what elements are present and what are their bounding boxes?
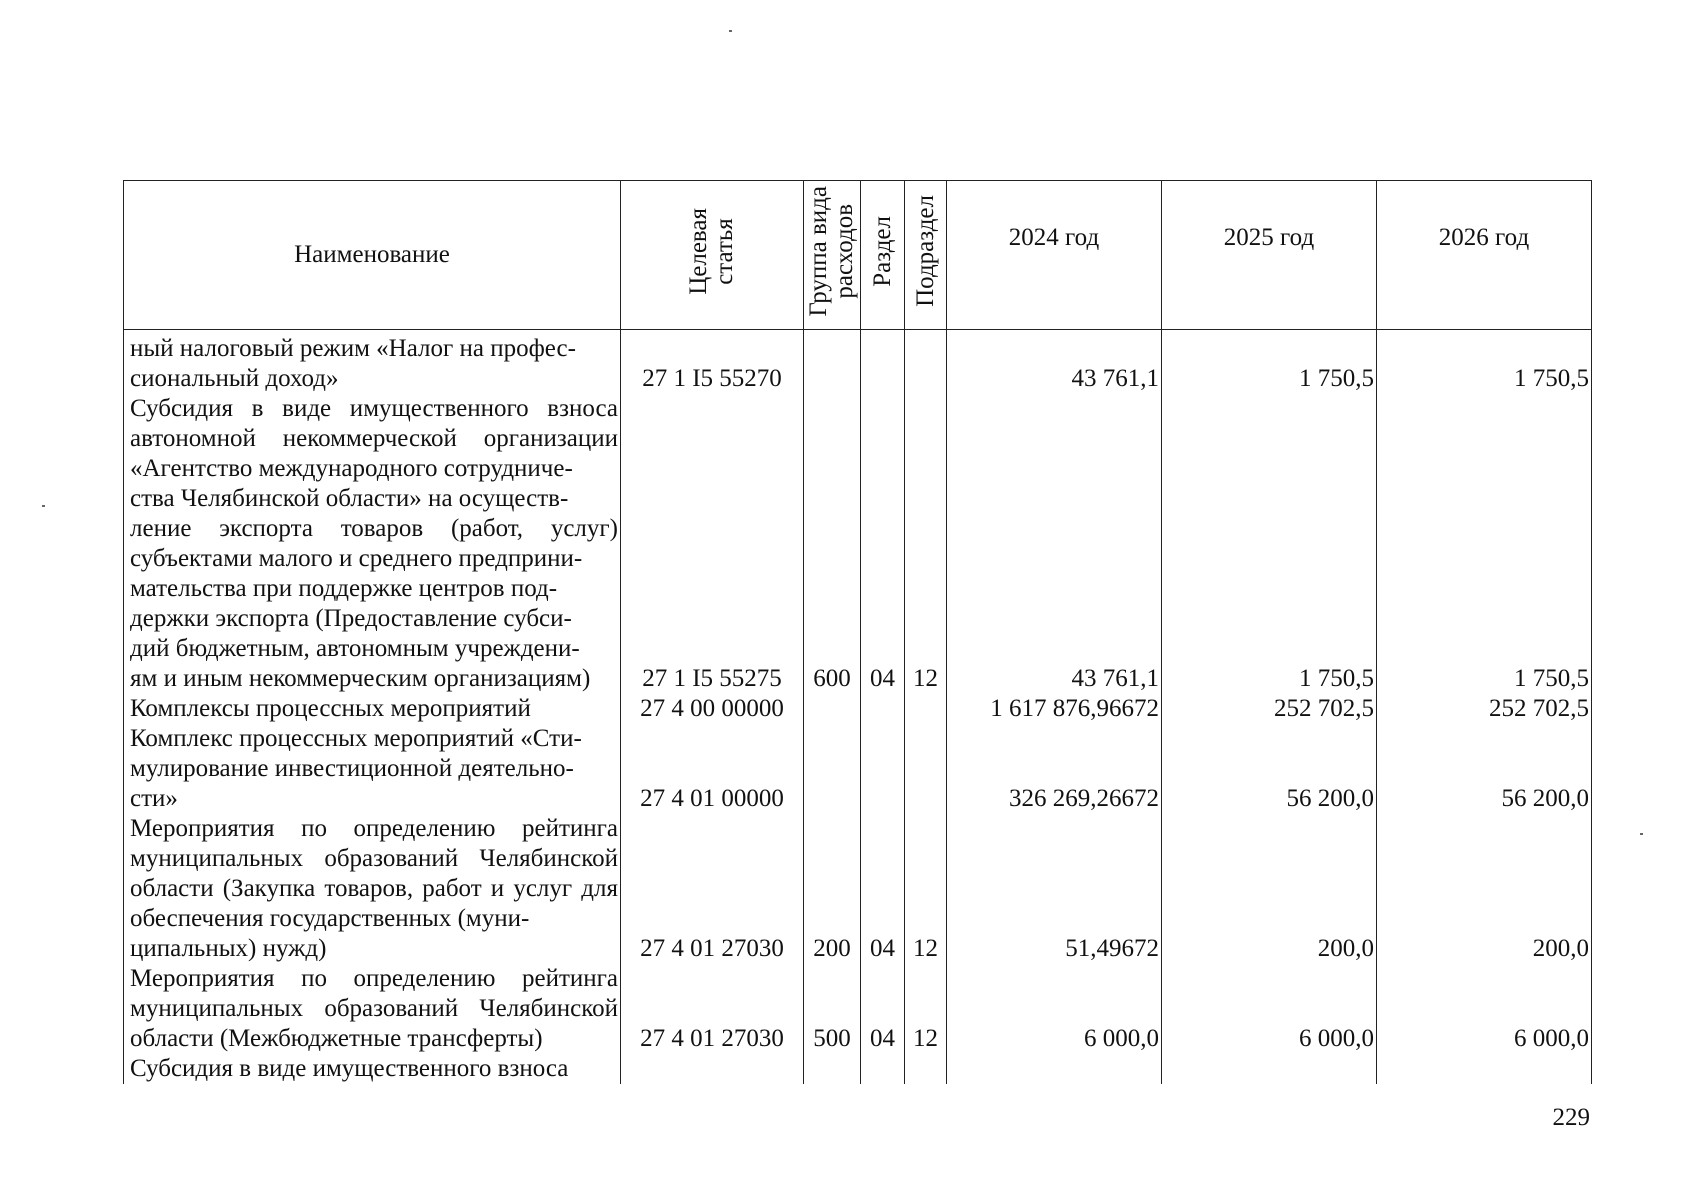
scan-speck	[1640, 833, 1643, 835]
row-section	[861, 1054, 905, 1084]
row-section	[861, 330, 905, 395]
row-value-2024	[947, 1054, 1162, 1084]
table-row	[124, 1054, 1592, 1084]
row-section: 04	[861, 814, 905, 964]
row-subsection	[905, 724, 947, 814]
budget-table	[123, 180, 1592, 1084]
scan-speck	[729, 30, 732, 32]
header-target-article: Целевая статья	[621, 181, 804, 330]
header-expense-group: Группа вида расходов	[804, 181, 861, 330]
table-row	[124, 724, 1592, 814]
row-name: Мероприятия по определению рейтинга муниципальных образований Челябинской области (Межбюджетные трансферты)	[124, 964, 621, 1054]
table-row	[124, 330, 1592, 395]
row-target-article	[621, 1054, 804, 1084]
row-expense-group	[804, 330, 861, 395]
row-section	[861, 724, 905, 814]
row-value-2026: 1 750,5	[1377, 330, 1592, 395]
row-value-2025: 1 750,5	[1162, 394, 1377, 694]
row-value-2026: 6 000,0	[1377, 964, 1592, 1054]
header-year-2025: 2025 год	[1162, 181, 1377, 330]
row-value-2026: 200,0	[1377, 814, 1592, 964]
row-target-article: 27 4 00 00000	[621, 694, 804, 724]
row-value-2025	[1162, 1054, 1377, 1084]
row-value-2024: 1 617 876,96672	[947, 694, 1162, 724]
row-subsection: 12	[905, 814, 947, 964]
row-name: Мероприятия по определению рейтинга муниципальных образований Челябинской области (Закупка товаров, работ и услуг для обеспечения государственных (муни- ципальных) нужд)	[124, 814, 621, 964]
row-expense-group: 600	[804, 394, 861, 694]
row-section: 04	[861, 964, 905, 1054]
page-number: 229	[1552, 1104, 1590, 1131]
row-value-2026: 1 750,5	[1377, 394, 1592, 694]
row-subsection	[905, 330, 947, 395]
table-row	[124, 694, 1592, 724]
row-target-article: 27 4 01 27030	[621, 814, 804, 964]
header-name: Наименование	[124, 181, 621, 330]
header-section: Раздел	[861, 181, 905, 330]
row-value-2024: 6 000,0	[947, 964, 1162, 1054]
row-subsection	[905, 694, 947, 724]
row-expense-group	[804, 1054, 861, 1084]
row-expense-group: 200	[804, 814, 861, 964]
row-name: Комплексы процессных мероприятий	[124, 694, 621, 724]
table-row	[124, 964, 1592, 1054]
row-value-2025: 252 702,5	[1162, 694, 1377, 724]
row-target-article: 27 1 I5 55270	[621, 330, 804, 395]
row-value-2024: 51,49672	[947, 814, 1162, 964]
row-target-article: 27 4 01 27030	[621, 964, 804, 1054]
row-section: 04	[861, 394, 905, 694]
row-expense-group	[804, 694, 861, 724]
table-body	[124, 330, 1592, 1085]
row-name: Комплекс процессных мероприятий «Сти- мулирование инвестиционной деятельно- сти»	[124, 724, 621, 814]
row-name: Субсидия в виде имущественного взноса	[124, 1054, 621, 1084]
row-subsection	[905, 1054, 947, 1084]
scan-speck	[42, 505, 45, 507]
row-name: Субсидия в виде имущественного взноса автономной некоммерческой организации «Агентство международного сотрудниче- ства Челябинской области» на осуществ- ление экспорта товаров (работ, услуг) субъектами малого и среднего предприни- мательства при поддержке центров под- держки экспорта (Предоставление субси- дий бюджетным, автономным учреждени- ям и иным некоммерческим организациям)	[124, 394, 621, 694]
table-row	[124, 394, 1592, 694]
row-value-2025: 200,0	[1162, 814, 1377, 964]
row-target-article: 27 1 I5 55275	[621, 394, 804, 694]
row-subsection: 12	[905, 394, 947, 694]
row-name: ный налоговый режим «Налог на профес- сиональный доход»	[124, 330, 621, 395]
row-value-2024: 43 761,1	[947, 330, 1162, 395]
header-subsection: Подраздел	[905, 181, 947, 330]
row-expense-group	[804, 724, 861, 814]
row-value-2024: 326 269,26672	[947, 724, 1162, 814]
row-value-2026: 252 702,5	[1377, 694, 1592, 724]
row-expense-group: 500	[804, 964, 861, 1054]
table-header-row	[124, 181, 1592, 330]
row-subsection: 12	[905, 964, 947, 1054]
table-row	[124, 814, 1592, 964]
header-year-2024: 2024 год	[947, 181, 1162, 330]
row-target-article: 27 4 01 00000	[621, 724, 804, 814]
row-value-2025: 1 750,5	[1162, 330, 1377, 395]
row-value-2024: 43 761,1	[947, 394, 1162, 694]
row-value-2025: 56 200,0	[1162, 724, 1377, 814]
row-section	[861, 694, 905, 724]
header-year-2026: 2026 год	[1377, 181, 1592, 330]
row-value-2026	[1377, 1054, 1592, 1084]
row-value-2025: 6 000,0	[1162, 964, 1377, 1054]
row-value-2026: 56 200,0	[1377, 724, 1592, 814]
